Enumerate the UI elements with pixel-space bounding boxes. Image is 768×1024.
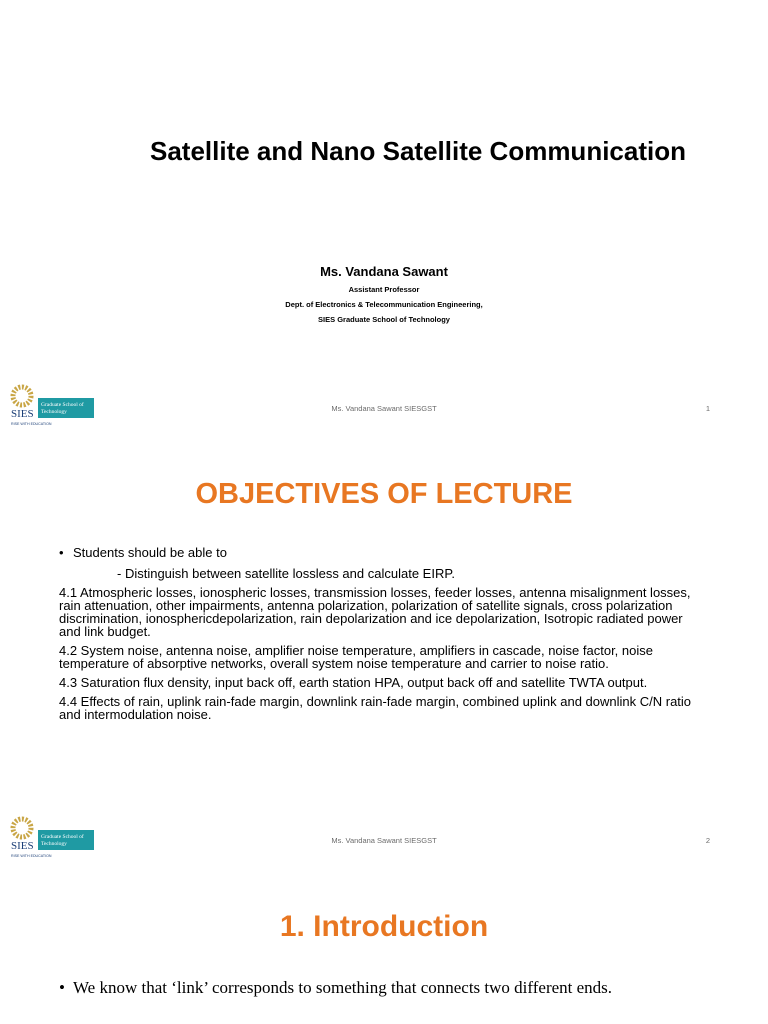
- page-number: 1: [705, 404, 710, 413]
- svg-text:Technology: Technology: [41, 409, 67, 415]
- author-dept: Dept. of Electronics & Telecommunication Engineering,: [285, 300, 483, 309]
- svg-text:RISE WITH EDUCATION: RISE WITH EDUCATION: [11, 854, 52, 858]
- objective-item: 4.2 System noise, antenna noise, amplifier noise temperature, amplifiers in cascade, noise factor, noise temperature of absorptive networks, overall system noise temperature and carrier to noise ratio.: [59, 643, 653, 671]
- bullet-icon: •: [59, 545, 64, 560]
- svg-text:Technology: Technology: [41, 841, 67, 847]
- slide-1: [0, 0, 768, 434]
- list-item: [59, 546, 699, 559]
- author-name: Ms. Vandana Sawant: [320, 264, 448, 279]
- slide-2: [0, 434, 768, 868]
- objective-item: 4.4 Effects of rain, uplink rain-fade margin, downlink rain-fade margin, combined uplink and downlink C/N ratio and intermodulation noise.: [59, 694, 692, 722]
- svg-text:SIES: SIES: [11, 840, 34, 852]
- bullet-text: Students should be able to: [73, 545, 227, 560]
- slide-footer: [0, 816, 768, 862]
- objective-item: 4.3 Saturation flux density, input back off, earth station HPA, output back off and satellite TWTA output.: [59, 675, 648, 690]
- objectives-list: [59, 546, 699, 721]
- author-block: [0, 264, 768, 324]
- page-number: 2: [705, 836, 710, 845]
- author-school: SIES Graduate School of Technology: [318, 315, 450, 324]
- svg-text:RISE WITH EDUCATION: RISE WITH EDUCATION: [11, 422, 52, 426]
- bullet-icon: •: [59, 978, 65, 997]
- slide-heading: OBJECTIVES OF LECTURE: [195, 478, 573, 510]
- slide-title: Satellite and Nano Satellite Communication: [150, 136, 686, 166]
- list-item: [59, 978, 612, 998]
- bullet-text: We know that ‘link’ corresponds to something that connects two different ends.: [73, 978, 613, 997]
- svg-text:SIES: SIES: [11, 408, 34, 420]
- slide-heading: 1. Introduction: [279, 910, 489, 943]
- svg-text:Graduate School of: Graduate School of: [41, 834, 84, 840]
- footer-text: Ms. Vandana Sawant SIESGST: [331, 404, 437, 413]
- author-role: Assistant Professor: [348, 285, 420, 294]
- objective-item: 4.1 Atmospheric losses, ionospheric losses, transmission losses, feeder losses, antenna misalignment losses, rain attenuation, other impairments, antenna polarization, polarization of satellite signals, cross polarization discrimination, ionosphericdepolarization, rain depolarization and ice depolarization, Isotropic radiated power and link budget.: [59, 585, 691, 639]
- footer-text: Ms. Vandana Sawant SIESGST: [331, 836, 437, 845]
- slide-footer: [0, 384, 768, 430]
- svg-text:Graduate School of: Graduate School of: [41, 402, 84, 408]
- slide-3: [0, 868, 768, 1024]
- sub-point: - Distinguish between satellite lossless and calculate EIRP.: [117, 566, 455, 581]
